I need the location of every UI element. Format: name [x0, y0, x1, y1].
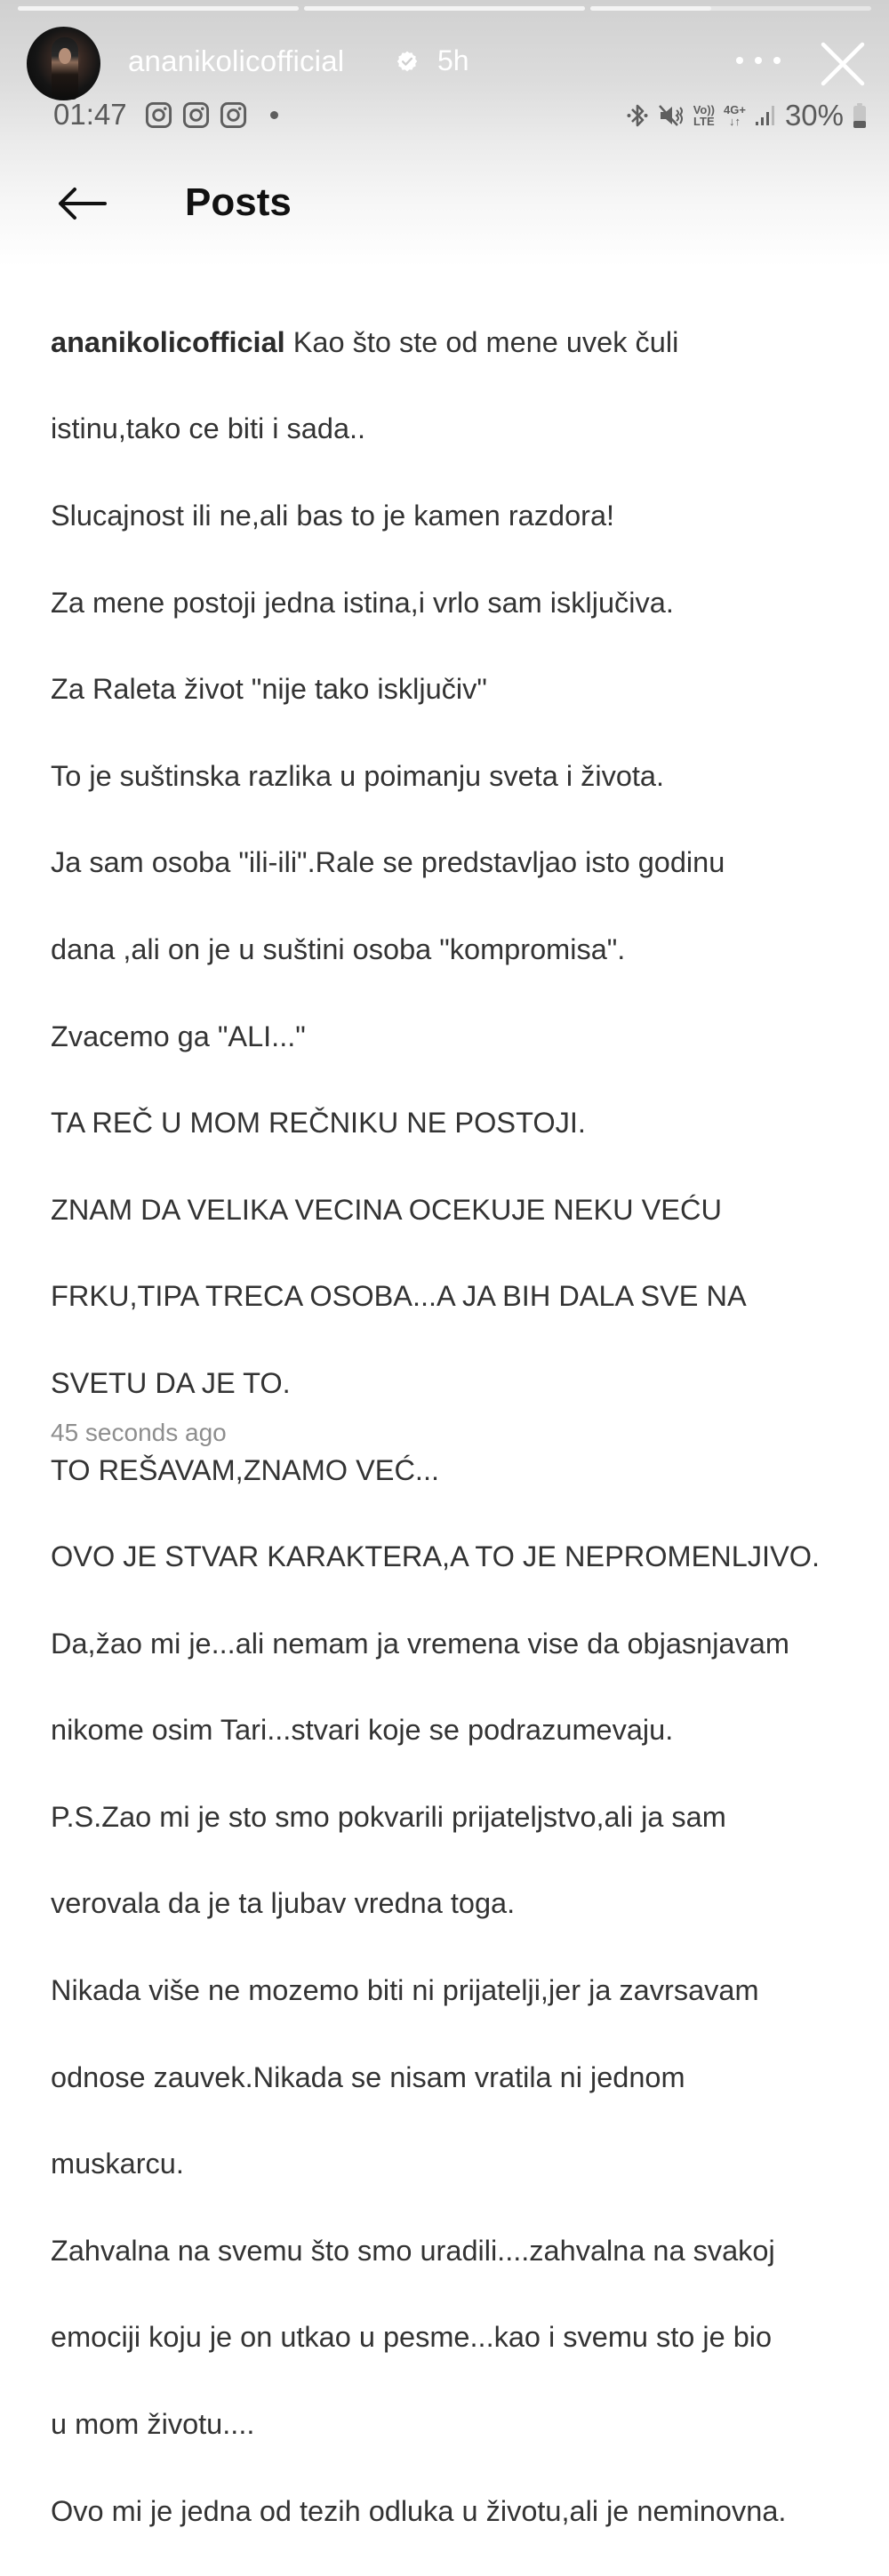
caption-line: emociji koju je on utkao u pesme...kao i svemu sto je bio — [51, 2321, 773, 2354]
progress-segment-2 — [304, 6, 585, 11]
caption-line: Ovo mi je jedna od tezih odluka u životu,ali je neminovna. — [51, 2494, 787, 2527]
close-icon[interactable] — [818, 39, 868, 89]
network-arrows-label: ↓↑ — [728, 115, 741, 128]
avatar-figure — [52, 37, 78, 100]
caption-line: Nikada više ne mozemo biti ni prijatelji,jer ja zavrsavam — [51, 1974, 759, 2007]
network-type-icon — [724, 104, 746, 127]
caption-line: muskarcu. — [51, 2148, 184, 2180]
caption-line: To je suštinska razlika u poimanju sveta i života. — [51, 759, 665, 792]
caption-line: FRKU,TIPA TRECA OSOBA...A JA BIH DALA SVE NA — [51, 1280, 747, 1313]
caption-line: u mom životu.... — [51, 2408, 255, 2441]
battery-icon — [853, 102, 867, 129]
mute-icon — [658, 102, 685, 129]
progress-segment-1 — [18, 6, 299, 11]
caption-line: dana ,ali on je u suštini osoba "kompromisa". — [51, 932, 626, 965]
story-progress-bar — [18, 6, 871, 11]
posts-header — [0, 173, 889, 236]
progress-segment-3 — [590, 6, 871, 11]
caption-line: Zahvalna na svemu što smo uradili....zahvalna na svakoj — [51, 2234, 775, 2267]
caption-line: Da,žao mi je...ali nemam ja vremena vise da objasnjavam — [51, 1627, 789, 1660]
back-arrow-icon[interactable] — [55, 184, 108, 223]
caption-line: odnose zauvek.Nikada se nisam vratila ni jednom — [51, 2060, 685, 2093]
avatar[interactable] — [27, 27, 100, 100]
network-top-label: 4G+ — [724, 103, 746, 116]
status-icons — [626, 98, 867, 133]
story-age: 5h — [437, 44, 469, 76]
caption-line: Ja sam osoba "ili-ili".Rale se predstavljao isto godinu — [51, 846, 725, 879]
dot-icon — [773, 57, 781, 64]
caption-line: Za Raleta život "nije tako isključiv" — [51, 673, 487, 706]
caption-line: verovala da je ta ljubav vredna toga. — [51, 1887, 516, 1920]
caption-line: P.S.Zao mi je sto smo pokvarili prijateljstvo,ali ja sam — [51, 1800, 726, 1833]
volte-icon — [693, 104, 715, 127]
page-title: Posts — [185, 180, 292, 224]
caption-author[interactable]: ananikolicofficial — [51, 325, 285, 358]
caption-line: Za mene postoji jedna istina,i vrlo sam isključiva. — [51, 586, 674, 619]
post-timestamp: 45 seconds ago — [51, 1419, 227, 1446]
notification-dot-icon — [270, 111, 278, 119]
verified-badge-icon — [396, 50, 419, 73]
caption-line: ZNAM DA VELIKA VECINA OCEKUJE NEKU VEĆU — [51, 1193, 722, 1226]
volte-top-label: Vo)) — [693, 103, 715, 116]
caption-line: OVO JE STVAR KARAKTERA,A TO JE NEPROMENLJIVO. — [51, 1540, 821, 1573]
dot-icon — [755, 57, 762, 64]
story-username[interactable]: ananikolicofficial — [128, 44, 345, 77]
caption-line: TA REČ U MOM REČNIKU NE POSTOJI. — [51, 1107, 586, 1140]
avatar-face — [59, 48, 71, 64]
instagram-icon — [182, 101, 210, 129]
story-header — [27, 27, 871, 101]
caption-line: Slucajnost ili ne,ali bas to je kamen razdora! — [51, 499, 615, 532]
signal-icon — [755, 104, 776, 127]
caption-line: nikome osim Tari...stvari koje se podrazumevaju. — [51, 1714, 674, 1747]
phone-status-bar — [53, 98, 867, 133]
battery-percent: 30% — [784, 99, 844, 132]
caption-line: TO REŠAVAM,ZNAMO VEĆ... — [51, 1453, 440, 1486]
volte-bottom-label: LTE — [693, 115, 715, 128]
notification-icons — [145, 101, 247, 129]
instagram-icon — [145, 101, 172, 129]
instagram-icon — [220, 101, 247, 129]
caption-text: Kao što ste od mene uvek čuli — [284, 325, 679, 358]
status-time: 01:47 — [53, 98, 127, 131]
more-options-button[interactable] — [736, 53, 781, 68]
bluetooth-icon — [626, 102, 649, 129]
dot-icon — [736, 57, 743, 64]
caption-line — [51, 321, 877, 364]
caption-line: Zvacemo ga "ALI..." — [51, 1020, 306, 1052]
caption-line: SVETU DA JE TO. — [51, 1366, 291, 1399]
caption-line: istinu,tako ce biti i sada.. — [51, 412, 366, 445]
